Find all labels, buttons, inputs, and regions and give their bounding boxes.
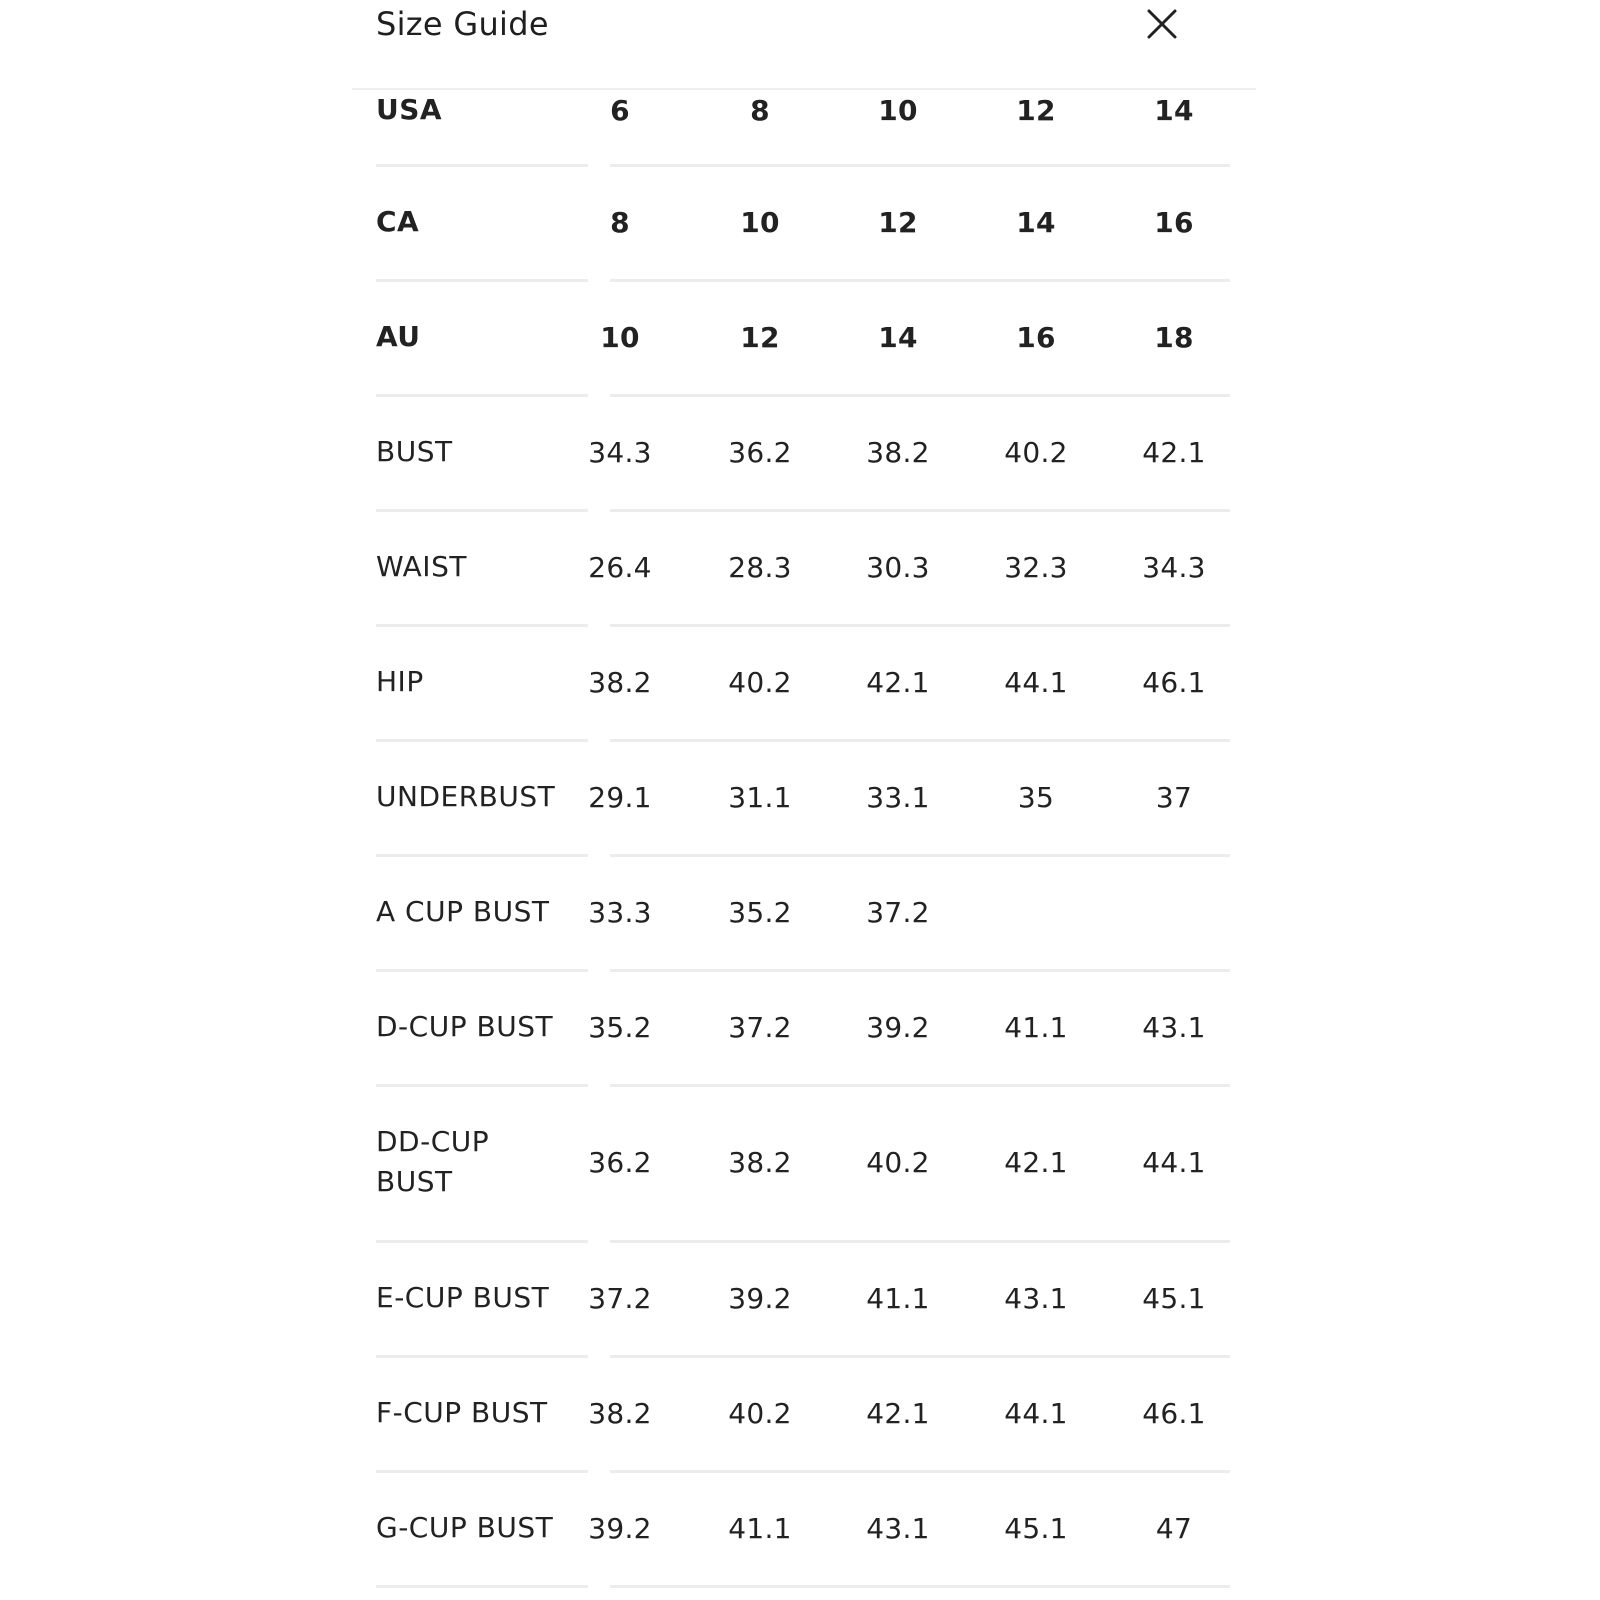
row-values <box>588 777 1236 817</box>
row-label: AU <box>376 320 421 353</box>
row-label: WAIST <box>376 550 467 583</box>
row-label: UNDERBUST <box>376 780 556 813</box>
row-values <box>588 1278 1236 1318</box>
table-cell: 30.3 <box>866 550 930 584</box>
table-cell <box>976 892 1096 932</box>
row-values <box>588 1393 1236 1433</box>
table-cell <box>1114 892 1234 932</box>
row-values <box>588 1102 1236 1222</box>
table-cell: 31.1 <box>728 780 792 814</box>
table-row <box>352 627 1256 742</box>
table-cell: 16 <box>1154 205 1194 239</box>
table-cell: 28.3 <box>728 550 792 584</box>
table-cell: 42.1 <box>866 665 930 699</box>
modal-header <box>352 0 1256 90</box>
table-cell: 45.1 <box>1142 1281 1206 1315</box>
table-cell: 41.1 <box>728 1511 792 1545</box>
table-row <box>352 972 1256 1087</box>
row-label: BUST <box>376 435 453 468</box>
table-cell: 40.2 <box>728 1396 792 1430</box>
table-cell: 35.2 <box>588 1010 652 1044</box>
table-cell: 46.1 <box>1142 665 1206 699</box>
table-cell: 37 <box>1155 780 1193 814</box>
table-cell: 40.2 <box>1004 435 1068 469</box>
table-row <box>352 1473 1256 1588</box>
row-values <box>588 1508 1236 1548</box>
table-cell: 10 <box>740 205 780 239</box>
table-cell: 45.1 <box>1004 1511 1068 1545</box>
table-cell: 12 <box>878 205 918 239</box>
table-row <box>352 90 1256 167</box>
size-table <box>352 90 1256 1600</box>
table-cell: 10 <box>878 93 918 127</box>
row-label: D-CUP BUST <box>376 1010 554 1043</box>
table-cell: 39.2 <box>866 1010 930 1044</box>
table-cell: 12 <box>740 320 780 354</box>
table-cell: 16 <box>1016 320 1056 354</box>
table-cell: 37.2 <box>866 895 930 929</box>
table-cell: 40.2 <box>866 1145 930 1179</box>
table-cell: 35.2 <box>728 895 792 929</box>
table-cell: 8 <box>610 205 630 239</box>
row-label: HIP <box>376 665 424 698</box>
table-cell: 36.2 <box>588 1145 652 1179</box>
row-label: USA <box>376 93 443 126</box>
row-values <box>588 662 1236 702</box>
row-values <box>600 317 1236 357</box>
table-cell: 8 <box>750 93 770 127</box>
table-cell: 12 <box>1016 93 1056 127</box>
table-cell: 38.2 <box>588 1396 652 1430</box>
table-cell: 33.3 <box>588 895 652 929</box>
table-cell: 32.3 <box>1004 550 1068 584</box>
table-row <box>352 1243 1256 1358</box>
table-cell: 37.2 <box>588 1281 652 1315</box>
modal-title: Size Guide <box>376 5 549 43</box>
row-label: CA <box>376 205 420 238</box>
table-cell: 29.1 <box>588 780 652 814</box>
table-cell: 39.2 <box>728 1281 792 1315</box>
table-cell: 14 <box>878 320 918 354</box>
table-cell: 43.1 <box>1004 1281 1068 1315</box>
table-cell: 34.3 <box>588 435 652 469</box>
row-values <box>588 547 1236 587</box>
table-cell: 43.1 <box>866 1511 930 1545</box>
table-cell: 40.2 <box>728 665 792 699</box>
row-label: DD-CUP BUST <box>376 1125 490 1198</box>
table-row <box>352 167 1256 282</box>
table-cell: 44.1 <box>1004 665 1068 699</box>
table-row <box>352 1087 1256 1243</box>
table-cell: 42.1 <box>866 1396 930 1430</box>
table-cell: 33.1 <box>866 780 930 814</box>
table-cell: 35 <box>1017 780 1055 814</box>
size-guide-modal <box>352 0 1256 1600</box>
row-label: E-CUP BUST <box>376 1281 550 1314</box>
table-cell: 46.1 <box>1142 1396 1206 1430</box>
table-cell: 42.1 <box>1142 435 1206 469</box>
table-row <box>352 742 1256 857</box>
table-cell: 38.2 <box>728 1145 792 1179</box>
table-cell: 38.2 <box>588 665 652 699</box>
table-cell: 34.3 <box>1142 550 1206 584</box>
table-cell: 43.1 <box>1142 1010 1206 1044</box>
table-row <box>352 397 1256 512</box>
table-cell: 26.4 <box>588 550 652 584</box>
row-values <box>610 202 1236 242</box>
table-cell: 42.1 <box>1004 1145 1068 1179</box>
row-label: G-CUP BUST <box>376 1511 554 1544</box>
table-row <box>352 512 1256 627</box>
close-icon <box>1146 8 1178 40</box>
close-button[interactable] <box>1142 4 1182 44</box>
table-cell: 41.1 <box>1004 1010 1068 1044</box>
table-row <box>352 1358 1256 1473</box>
table-cell: 41.1 <box>866 1281 930 1315</box>
table-cell: 14 <box>1016 205 1056 239</box>
table-cell: 47 <box>1155 1511 1193 1545</box>
table-cell: 6 <box>610 93 630 127</box>
table-cell: 10 <box>600 320 640 354</box>
table-cell: 36.2 <box>728 435 792 469</box>
table-cell: 38.2 <box>866 435 930 469</box>
row-values <box>588 1007 1236 1047</box>
table-cell: 39.2 <box>588 1511 652 1545</box>
table-cell: 37.2 <box>728 1010 792 1044</box>
table-row <box>352 857 1256 972</box>
row-label: F-CUP BUST <box>376 1396 548 1429</box>
row-divider <box>610 1585 1230 1588</box>
row-label: A CUP BUST <box>376 895 550 928</box>
table-cell: 18 <box>1154 320 1194 354</box>
row-values <box>588 892 1236 932</box>
table-cell: 44.1 <box>1142 1145 1206 1179</box>
row-divider <box>376 1585 588 1588</box>
row-values <box>588 432 1236 472</box>
table-row <box>352 282 1256 397</box>
row-values <box>610 90 1236 130</box>
table-cell: 44.1 <box>1004 1396 1068 1430</box>
table-cell: 14 <box>1154 93 1194 127</box>
